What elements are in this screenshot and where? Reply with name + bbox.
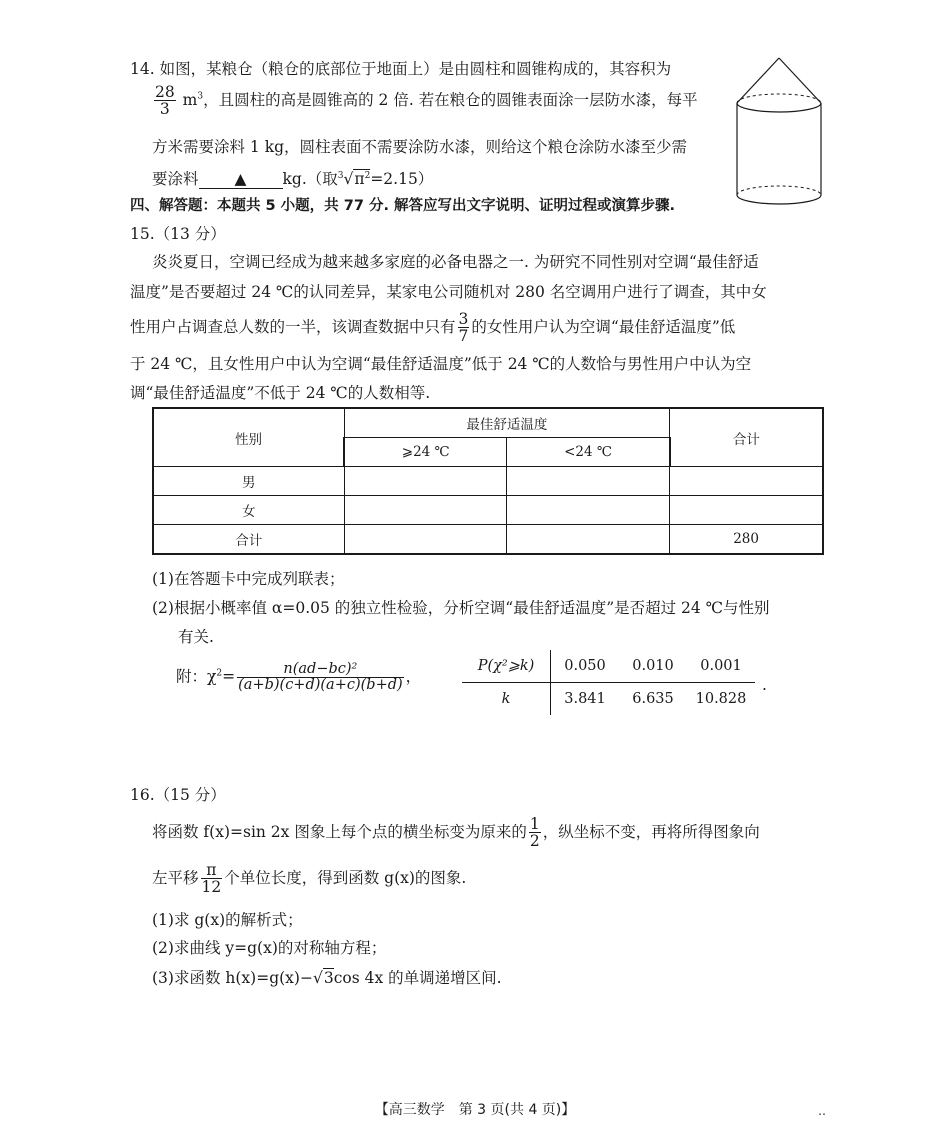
q16-line2: 左平移 $\frac{\pi}{12}$ 个单位长度，得到函数 g(x)的图象. (152, 861, 467, 897)
critical-value-table (462, 650, 755, 715)
bottom-ellipse-back (737, 186, 821, 195)
q14-line2-text: ，且圆柱的高是圆锥高的 2 倍. 若在粮仓的圆锥表面涂一层防水漆，每平 (203, 90, 698, 109)
table-cell (507, 496, 670, 525)
header-temperature-group: 最佳舒适温度 (344, 408, 670, 438)
q16-pi-fraction: $\frac{\pi}{12}$ (201, 861, 222, 897)
q15-fraction: $\frac{3}{7}$ (458, 310, 469, 346)
q16-half-fraction: $\frac{1}{2}$ (529, 815, 540, 851)
chi-square-fraction: $\frac{\text{n(ad−bc)²}}{(a+b)(c+d)(a+c)(b+d)}$ (238, 661, 403, 694)
table-cell (344, 467, 507, 496)
k-header: k (462, 683, 551, 716)
contingency-table (152, 407, 824, 555)
appendix-period: . (762, 676, 767, 694)
table-cell (670, 496, 823, 525)
table-cell (344, 525, 507, 555)
top-ellipse-back (737, 94, 821, 103)
header-gender: 性别 (153, 408, 344, 467)
q15-paragraph-line: 调“最佳舒适温度”不低于 24 ℃的人数相等. (130, 384, 431, 402)
root-index: 3 (337, 170, 344, 181)
q16-subquestion-2: (2)求曲线 y=g(x)的对称轴方程； (152, 939, 387, 957)
q15-subquestion-2: (2)根据小概率值 α=0.05 的独立性检验，分析空调“最佳舒适温度”是否超过 24 ℃与性别 (152, 599, 770, 617)
q14-line4: 要涂料 ▲ kg.（取$^3√\pi^2=2.15$） (152, 170, 434, 188)
q14-line1: 14. 如图，某粮仓（粮仓的底部位于地面上）是由圆柱和圆锥构成的，其容积为 (130, 60, 672, 78)
row-label-female: 女 (153, 496, 344, 525)
table-row (153, 525, 823, 555)
q15-paragraph-line: 于 24 ℃，且女性用户中认为空调“最佳舒适温度”低于 24 ℃的人数恰与男性用户中认为空 (130, 355, 752, 373)
header-total: 合计 (670, 408, 823, 467)
cone-right-edge (779, 58, 821, 103)
table-row (153, 496, 823, 525)
q15-subquestion-2-cont: 有关. (178, 628, 214, 646)
corner-mark: ‥ (818, 1104, 827, 1118)
q15-paragraph-line: 性用户占调查总人数的一半，该调查数据中只有 $\frac{3}{7}$ 的女性用户认为空调“最佳舒适温度”低 (130, 310, 736, 346)
header-lt24: <24 ℃ (507, 438, 670, 467)
triangle-marker-icon: ▲ (234, 170, 247, 188)
q15-paragraph-line: 炎炎夏日，空调已经成为越来越多家庭的必备电器之一. 为研究不同性别对空调“最佳舒适 (152, 253, 759, 271)
page-footer: 【高三数学 第 3 页(共 4 页)】 (374, 1102, 576, 1118)
k-value: 3.841 (564, 691, 606, 707)
bottom-ellipse-front (737, 195, 821, 204)
top-ellipse-front (737, 103, 821, 112)
row-label-male: 男 (153, 467, 344, 496)
q14-line2 (152, 84, 698, 118)
q15-subquestion-1: (1)在答题卡中完成列联表； (152, 570, 345, 588)
p-header: P(χ²⩾k) (462, 650, 551, 683)
table-cell (507, 525, 670, 555)
q15-heading: 15.（13 分） (130, 225, 226, 243)
granary-figure (733, 55, 825, 210)
table-row (153, 467, 823, 496)
q16-subquestion-3: (3)求函数 h(x)=g(x)−√3cos 4x 的单调递增区间. (152, 969, 502, 987)
p-value: 0.050 (551, 650, 620, 683)
k-value: 6.635 (632, 691, 674, 707)
p-value: 0.010 (619, 650, 687, 683)
table-cell (507, 467, 670, 496)
q14-unit: m (182, 90, 198, 109)
q15-paragraph-line: 温度”是否要超过 24 ℃的认同差异，某家电公司随机对 280 名空调用户进行了调查，其中女 (130, 283, 767, 301)
table-cell (344, 496, 507, 525)
k-value: 10.828 (695, 691, 747, 707)
row-label-total: 合计 (153, 525, 344, 555)
table-cell (670, 467, 823, 496)
section-heading: 四、解答题：本题共 5 小题，共 77 分. 解答应写出文字说明、证明过程或演算步骤. (130, 198, 676, 214)
cone-left-edge (737, 58, 779, 103)
answer-blank (199, 170, 283, 189)
q16-heading: 16.（15 分） (130, 786, 226, 804)
total-value: 280 (670, 525, 823, 555)
q14-volume-fraction: $\frac{28}{3}$ (155, 83, 175, 119)
q14-line3: 方米需要涂料 1 kg，圆柱表面不需要涂防水漆，则给这个粮仓涂防水漆至少需 (152, 138, 688, 156)
header-ge24: ⩾24 ℃ (344, 438, 507, 467)
chi-square-formula: 附：$\chi^2=$ $\frac{\text{n(ad−bc)²}}{(a+b)(c+d)(a+c)(b+d)}$ ， (176, 661, 422, 694)
p-value: 0.001 (687, 650, 755, 683)
cube-root-radicand: $\pi^2$ (354, 170, 371, 188)
q16-line1: 将函数 f(x)=sin 2x 图象上每个点的横坐标变为原来的 $\frac{1}{2}$ ，纵坐标不变，再将所得图象向 (152, 815, 760, 851)
q16-subquestion-1: (1)求 g(x)的解析式； (152, 911, 303, 929)
q14-unit-sup: 3 (197, 91, 204, 102)
